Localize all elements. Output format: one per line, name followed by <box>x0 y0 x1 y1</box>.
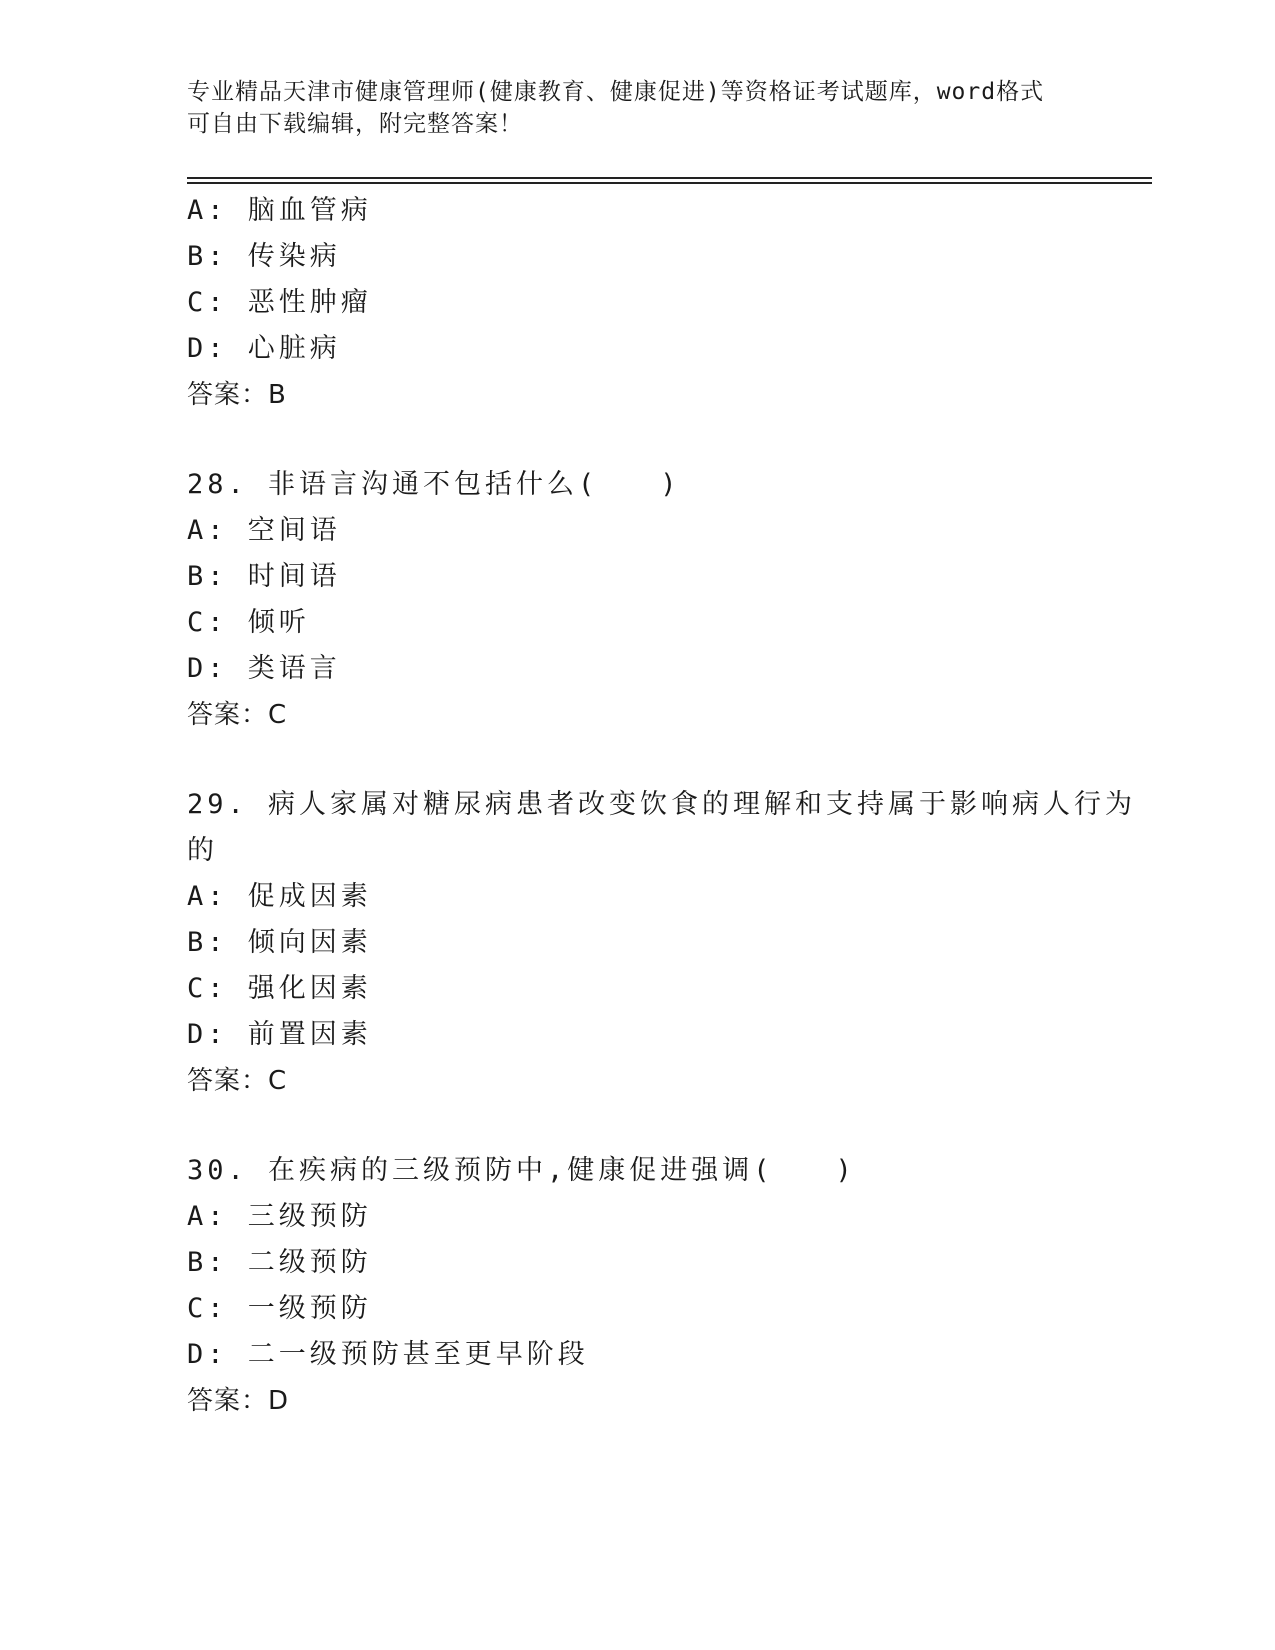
answer: 答案：D <box>187 1386 290 1416</box>
option-b: B: 二级预防 <box>187 1247 372 1278</box>
question-28 <box>187 462 1087 738</box>
header-line-1: 专业精品天津市健康管理师(健康教育、健康促进)等资格证考试题库，word格式 <box>187 79 1045 105</box>
header-divider-bottom <box>187 182 1152 184</box>
question-text-line-2: 的 <box>187 835 218 866</box>
option-c: C: 倾听 <box>187 607 310 638</box>
option-b: B: 时间语 <box>187 561 341 592</box>
option-c: C: 强化因素 <box>187 973 372 1004</box>
option-a: A: 脑血管病 <box>187 195 372 226</box>
option-d: D: 心脏病 <box>187 333 341 364</box>
spacer <box>187 1104 1087 1148</box>
document-header <box>187 76 1067 140</box>
option-c: C: 一级预防 <box>187 1293 372 1324</box>
option-d: D: 前置因素 <box>187 1019 372 1050</box>
option-b: B: 传染病 <box>187 241 341 272</box>
question-text: 30. 在疾病的三级预防中,健康促进强调( ) <box>187 1155 856 1186</box>
header-line-2: 可自由下载编辑，附完整答案！ <box>187 111 523 137</box>
answer: 答案：C <box>187 1066 288 1096</box>
spacer <box>187 418 1087 462</box>
question-29 <box>187 782 1137 1104</box>
option-b: B: 倾向因素 <box>187 927 372 958</box>
option-d: D: 类语言 <box>187 653 341 684</box>
answer: 答案：C <box>187 700 288 730</box>
option-c: C: 恶性肿瘤 <box>187 287 372 318</box>
question-list <box>187 188 1137 1424</box>
option-a: A: 促成因素 <box>187 881 372 912</box>
question-text: 28. 非语言沟通不包括什么( ) <box>187 469 681 500</box>
question-27 <box>187 188 1087 418</box>
answer: 答案：B <box>187 380 287 410</box>
option-a: A: 三级预防 <box>187 1201 372 1232</box>
spacer <box>187 738 1087 782</box>
question-text-line-1: 29. 病人家属对糖尿病患者改变饮食的理解和支持属于影响病人行为 <box>187 789 1137 820</box>
question-30 <box>187 1148 1087 1424</box>
option-a: A: 空间语 <box>187 515 341 546</box>
option-d: D: 二一级预防甚至更早阶段 <box>187 1339 589 1370</box>
header-divider-top <box>187 177 1152 179</box>
